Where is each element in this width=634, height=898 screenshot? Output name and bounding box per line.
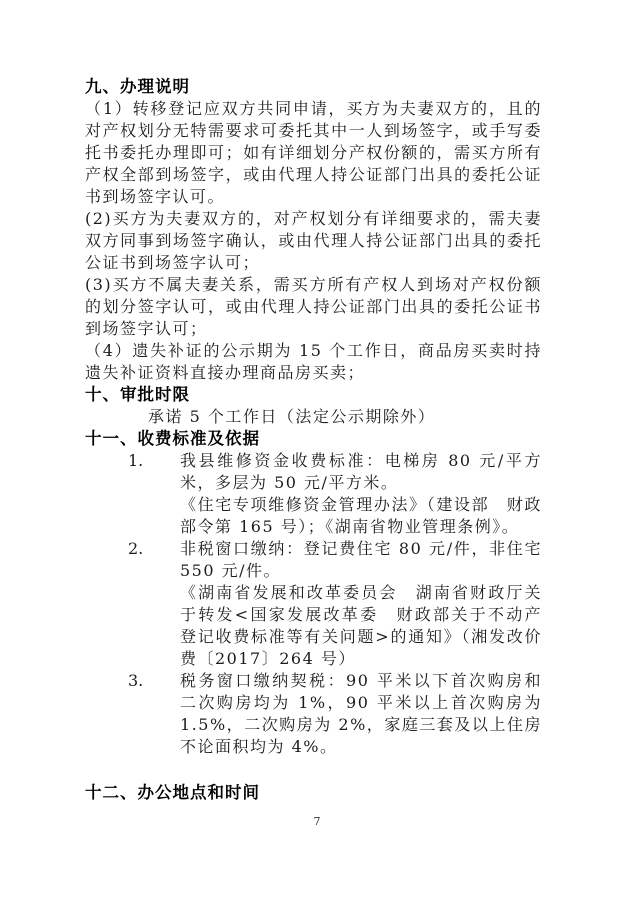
list-item-number: 2. xyxy=(128,539,144,558)
fee-item-nontax-window-basis: 《湖南省发展和改革委员会 湖南省财政厅关于转发<国家发展改革委 财政部关于不动产登记收费标准等有关问题>的通知》（湘发改价费〔2017〕264 号） xyxy=(180,583,542,668)
paragraph-transfer-registration-3: (3)买方不属夫妻关系，需买方所有产权人到场对产权份额的划分签字认可，或由代理人持公证部门出具的委托公证书到场签字认可； xyxy=(85,275,542,338)
list-item-number: 3. xyxy=(128,671,144,690)
list-item xyxy=(85,670,542,758)
fee-item-maintenance-fund-basis: 《住宅专项维修资金管理办法》（建设部 财政部令第 165 号）；《湖南省物业管理条例》。 xyxy=(180,495,542,536)
section-heading-10: 十、审批时限 xyxy=(85,385,190,404)
section-heading-12: 十二、办公地点和时间 xyxy=(85,783,260,802)
fee-item-nontax-window: 非税窗口缴纳：登记费住宅 80 元/件，非住宅 550 元/件。 xyxy=(180,539,542,580)
document-content xyxy=(85,76,542,804)
list-item xyxy=(85,538,542,670)
paragraph-transfer-registration-4: （4）遗失补证的公示期为 15 个工作日，商品房买卖时持遗失补证资料直接办理商品房买卖； xyxy=(85,341,542,382)
fee-item-deed-tax: 税务窗口缴纳契税：90 平米以下首次购房和二次购房均为 1%，90 平米以上首次购房为 1.5%，二次购房为 2%，家庭三套及以上住房不论面积均为 4%。 xyxy=(180,671,542,756)
list-item xyxy=(85,450,542,538)
list-item-content xyxy=(180,538,542,670)
page-number: 7 xyxy=(313,815,321,828)
fee-item-maintenance-fund: 我县维修资金收费标准：电梯房 80 元/平方米，多层为 50 元/平方米。 xyxy=(180,451,542,492)
fee-standard-list xyxy=(85,450,542,758)
list-item-content xyxy=(180,670,542,758)
list-item-number: 1. xyxy=(128,451,144,470)
list-item-content xyxy=(180,450,542,538)
paragraph-transfer-registration-2: (2)买方为夫妻双方的，对产权划分有详细要求的，需夫妻双方同事到场签字确认，或由代理人持公证部门出具的委托公证书到场签字认可； xyxy=(85,209,542,272)
approval-time-limit-text: 承诺 5 个工作日（法定公示期除外） xyxy=(148,407,436,426)
paragraph-transfer-registration-1: （1）转移登记应双方共同申请，买方为夫妻双方的，且的对产权划分无特需要求可委托其中一人到场签字，或手写委托书委托办理即可；如有详细划分产权份额的，需买方所有产权全部到场签字，或由代理人持公证部门出具的委托公证书到场签字认可。 xyxy=(85,99,542,206)
section-heading-11: 十一、收费标准及依据 xyxy=(85,429,260,448)
section-heading-9: 九、办理说明 xyxy=(85,77,190,96)
